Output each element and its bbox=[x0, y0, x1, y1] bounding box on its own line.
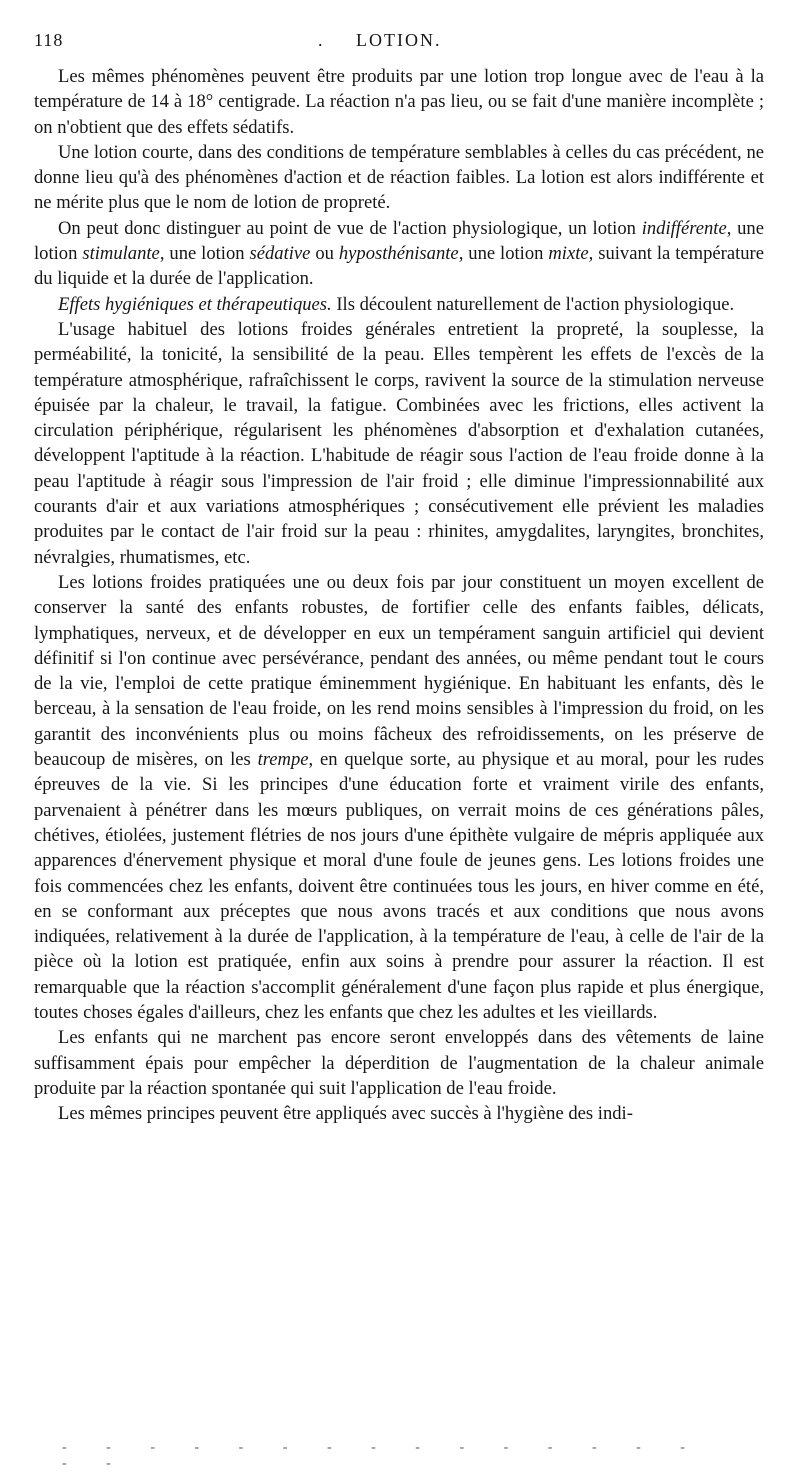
text-run: Les mêmes principes peuvent être appliqués avec succès à l'hygiène des indi- bbox=[58, 1103, 633, 1125]
paragraph bbox=[34, 140, 764, 216]
text-run: Ils découlent naturellement de l'action physiologique. bbox=[331, 293, 735, 315]
italic-text: hyposthénisante bbox=[338, 243, 459, 265]
paragraph bbox=[34, 1025, 764, 1101]
text-run: , une lotion bbox=[458, 243, 549, 265]
italic-text: stimulante bbox=[82, 243, 160, 265]
paragraph bbox=[34, 317, 764, 570]
italic-text: indifférente bbox=[641, 217, 727, 239]
text-run: Les lotions froides pratiquées une ou deux fois par jour constituent un moyen excellent de conserver la santé des enfants robustes, de fortifier celle des enfants faibles, délicats, lymphatiques, nerveux, et de développer en eux un tempérament sanguin artificiel qui devient définitif si l'on continue avec persévérance, pendant des années, ou même pendant tout le cours de la vie, l'emploi de cette pratique éminemment hygiénique. En habituant les enfants, dès le berceau, à la sensation de l'eau froide, on les rend moins sensibles à l'impression du froid, on les garantit des inconvénients plus ou moins fâcheux des refroidissements, on les préserve de beaucoup de misères, on les bbox=[34, 571, 764, 771]
text-run: , en quelque sorte, au physique et au moral, pour les rudes épreuves de la vie. Si les principes d'une éducation forte et vraiment virile des enfants, parvenaient à pénétrer dans les mœurs publiques, on verrait moins de ces générations pâles, chétives, étiolées, justement flétries de nos jours d'une épithète vulgaire de mépris appliquée aux apparences d'énervement physique et moral d'une foule de jeunes gens. Les lotions froides une fois commencées chez les enfants, doivent être continuées tous les jours, en hiver comme en été, en se conformant aux préceptes que nous avons tracés et aux conditions que nous avons indiquées, relativement à la durée de l'application, à la température de l'eau, à celle de l'air de la pièce où la lotion est pratiquée, enfin aux soins à prendre pour assurer la réaction. Il est remarquable que la réaction s'accomplit généralement d'une façon plus rapide et plus énergique, toutes choses égales d'ailleurs, chez les enfants que chez les adultes et les vieillards. bbox=[34, 749, 765, 1023]
paragraph bbox=[34, 64, 764, 140]
bleed-through-marks: - - - - - - - - - - - - - - - - - bbox=[62, 1440, 703, 1471]
header-dot: . bbox=[318, 30, 324, 50]
body-text bbox=[34, 64, 764, 1126]
text-run: , suivant la température du liquide et la durée de l'application. bbox=[34, 243, 764, 290]
text-run: ou bbox=[310, 243, 339, 265]
text-run: Les mêmes phénomènes peuvent être produits par une lotion trop longue avec de l'eau à la température de 14 à 18° centigrade. La réaction n'a pas lieu, ou se fait d'une manière incomplète ; on n'obtient que des effets sédatifs. bbox=[34, 66, 764, 138]
text-run: Une lotion courte, dans des conditions de température semblables à celles du cas précédent, ne donne lieu qu'à des phénomènes d'action et de réaction faibles. La lotion est alors indifférente et ne mérite plus que le nom de lotion de propreté. bbox=[34, 141, 764, 214]
text-run: Les enfants qui ne marchent pas encore seront enveloppés dans des vêtements de laine suffisamment épais pour empêcher la déperdition de l'augmentation de la chaleur animale produite par la réaction spontanée qui suit l'application de l'eau froide. bbox=[34, 1027, 764, 1099]
italic-text: Effets hygiéniques et thérapeutiques. bbox=[58, 293, 332, 315]
page-number: 118 bbox=[34, 30, 64, 50]
document-page bbox=[34, 22, 764, 1126]
italic-text: sédative bbox=[249, 243, 311, 265]
paragraph bbox=[34, 292, 764, 317]
running-header bbox=[34, 22, 764, 56]
text-run: On peut donc distinguer au point de vue de l'action physiologique, un lotion bbox=[58, 217, 642, 239]
paragraph bbox=[34, 216, 764, 292]
text-run: L'usage habituel des lotions froides générales entretient la propreté, la souplesse, la perméabilité, la tonicité, la sensibilité de la peau. Elles tempèrent les effets de l'excès de la température atmosphérique, rafraîchissent le corps, ravivent la source de la stimulation nerveuse épuisée par la chaleur, le travail, la fatigue. Combinées avec les frictions, elles activent la circulation périphérique, régularisent les phénomènes d'absorption et d'exhalation cutanées, développent l'aptitude à la réaction. L'habitude de réagir sous l'action de l'eau froide donne à la peau l'aptitude à réagir sous l'impression de l'air froid ; elle diminue l'impressionnabilité aux courants d'air et aux variations atmosphériques ; consécutivement elle prévient les maladies produites par le contact de l'air froid sur la peau : rhinites, amygdalites, laryngites, bronchites, névralgies, rhumatismes, etc. bbox=[34, 318, 764, 568]
paragraph bbox=[34, 570, 764, 1025]
paragraph bbox=[34, 1101, 764, 1126]
text-run: , une lotion bbox=[34, 217, 764, 265]
text-run: , une lotion bbox=[159, 243, 250, 265]
running-title: LOTION. bbox=[356, 30, 442, 50]
italic-text: trempe bbox=[257, 749, 309, 771]
italic-text: mixte bbox=[548, 243, 589, 265]
